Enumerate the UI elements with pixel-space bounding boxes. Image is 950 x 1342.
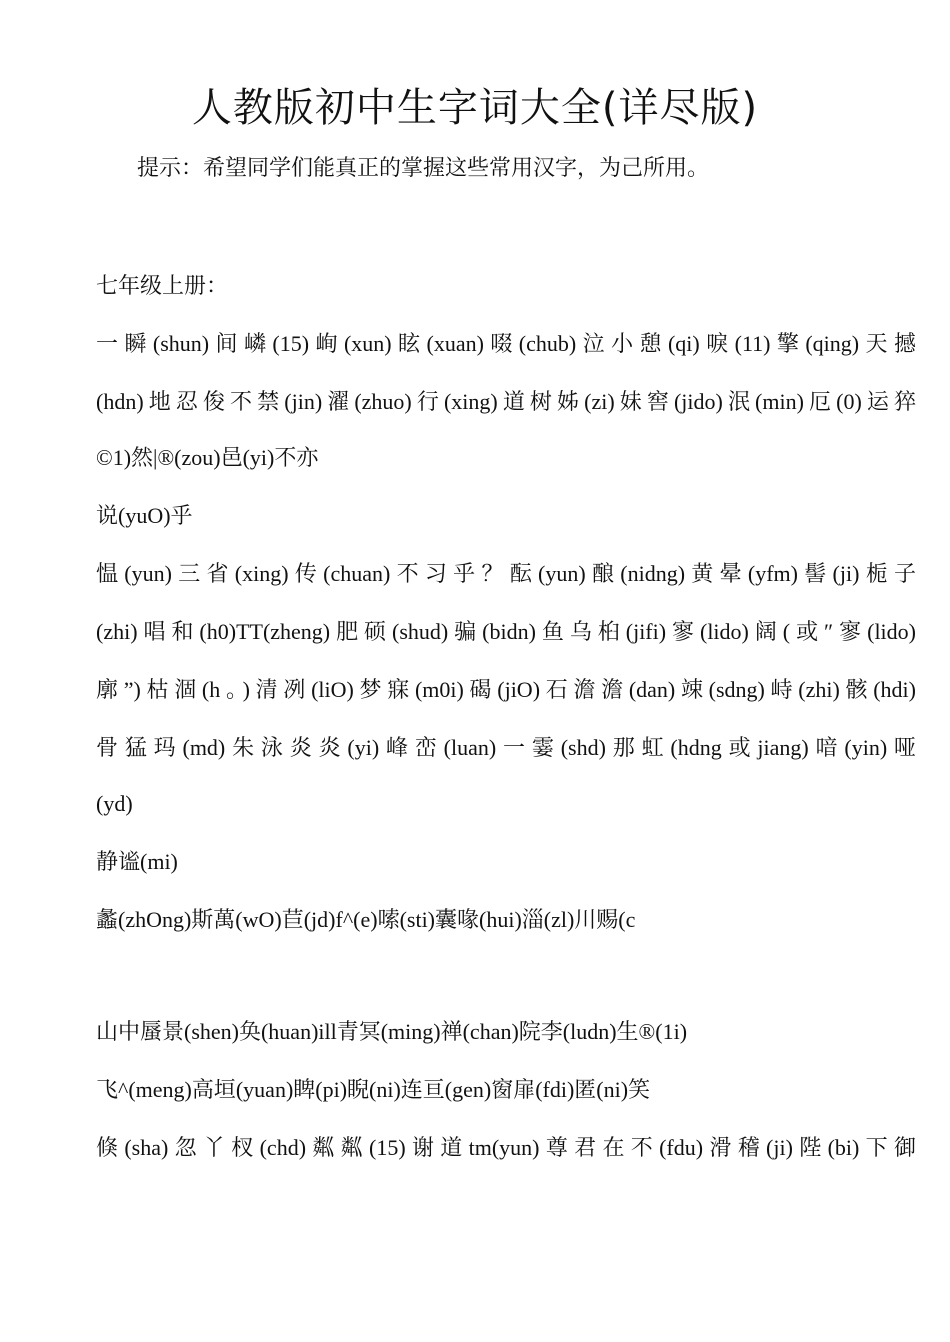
vocab-line-1: 一瞬(shun)间嶙(15)峋(xun)眩(xuan)啜(chub)泣小憩(qi)唳(11)擎(qing)天撼 xyxy=(96,331,916,356)
vocab-line-14: 倏(sha)忽丫杈(chd)粼粼(15)谢道tm(yun)尊君在不(fdu)滑稽(ji)陛(bi)下御 xyxy=(96,1135,916,1160)
vocab-line-9: (yd) xyxy=(96,791,133,816)
vocab-line-2: (hdn)地忍俊不禁(jin)濯(zhuo)行(xing)道树姊(zi)妹窖(jido)泯(min)厄(0)运猝 xyxy=(96,389,916,414)
tip-text: 提示：希望同学们能真正的掌握这些常用汉字，为己所用。 xyxy=(137,156,710,181)
vocab-line-7: 廓”)枯涸(h。)清冽(liO)梦寐(m0i)碣(jiO)石澹澹(dan)竦(sdng)峙(zhi)骸(hdi) xyxy=(96,677,916,702)
vocab-line-8: 骨猛玛(md)朱泳炎炎(yi)峰峦(luan)一霎(shd)那虹(hdng或jiang)喑(yin)哑 xyxy=(96,735,916,760)
vocab-line-11: 蠡(zhOng)斯萬(wO)苣(jd)f^(e)嗦(sti)囊喙(hui)淄(zl)川赐(c xyxy=(96,907,636,932)
vocab-line-5: 愠(yun)三省(xing)传(chuan)不习乎？酝(yun)酿(nidng)黄晕(yfm)髻(ji)栀子 xyxy=(96,561,916,586)
vocab-line-13: 飞^(meng)高垣(yuan)睥(pi)睨(ni)连亘(gen)窗扉(fdi)匿(ni)笑 xyxy=(96,1077,651,1102)
section-heading: 七年级上册： xyxy=(96,273,229,298)
vocab-line-6: (zhi)唱和(h0)TT(zheng)肥硕(shud)骗(bidn)鱼乌桕(jifi)寥(lido)阔(或″寥(lido) xyxy=(96,619,916,644)
vocab-line-4: 说(yuO)乎 xyxy=(96,503,193,528)
vocab-line-10: 静谧(mi) xyxy=(96,849,178,874)
page-title: 人教版初中生字词大全(详尽版) xyxy=(191,85,759,131)
vocab-line-12: 山中蜃景(shen)奂(huan)ill青冥(ming)禅(chan)院李(ludn)生®(1i) xyxy=(96,1019,688,1044)
vocab-line-3: ©1)然|®(zou)邑(yi)不亦 xyxy=(96,445,319,470)
